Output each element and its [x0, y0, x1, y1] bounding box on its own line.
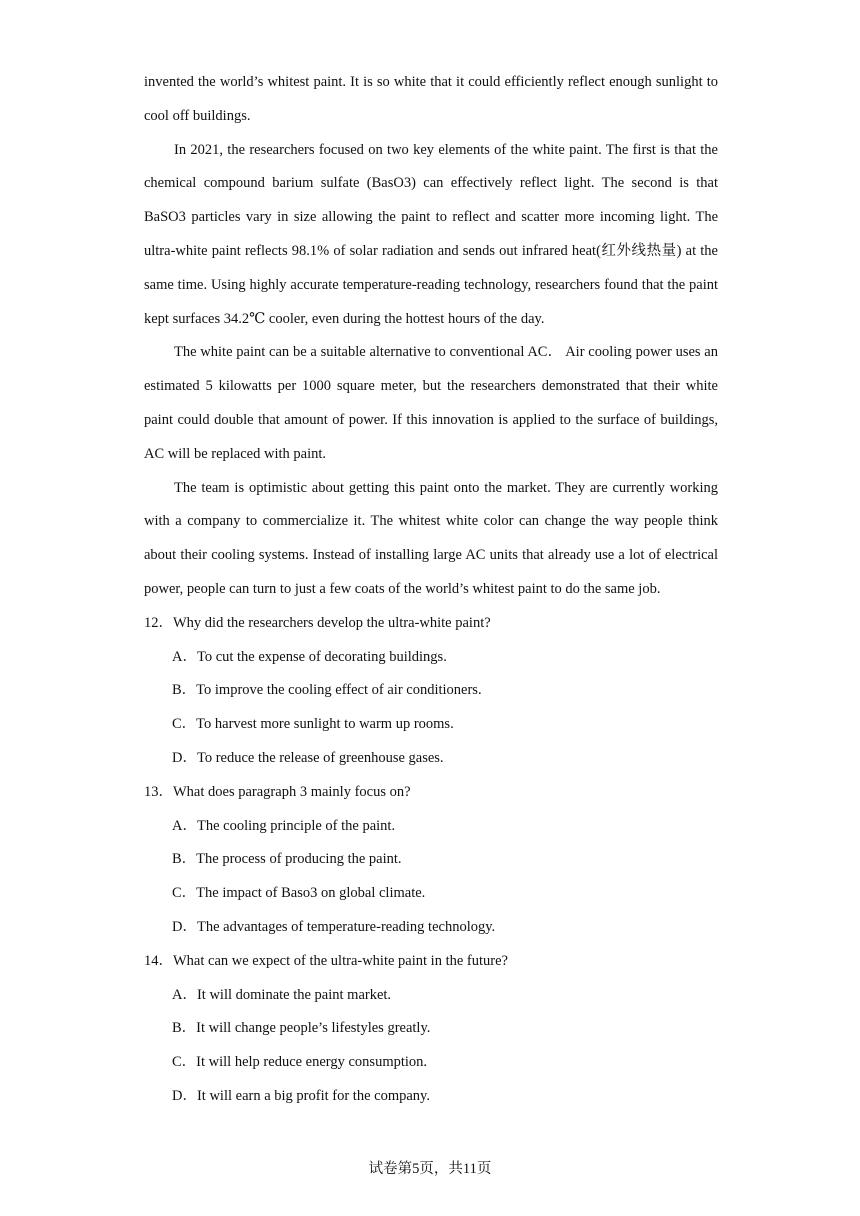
answer-option: A．It will dominate the paint market.: [172, 986, 392, 1003]
passage-paragraph: The white paint can be a suitable alternative to conventional AC． Air cooling power uses an estimated 5 kilowatts per 1000 square meter, but the researchers demonstrated that their white paint could double that amount of power. If this innovation is applied to the surface of buildings, AC will be replaced with paint.: [144, 344, 718, 462]
option-list: [144, 641, 718, 776]
question-stem: 13．What does paragraph 3 mainly focus on?: [144, 783, 411, 800]
exam-page: [144, 66, 718, 1114]
question-block: [144, 945, 718, 1114]
answer-option: D．The advantages of temperature-reading technology.: [172, 918, 496, 935]
answer-option: A．The cooling principle of the paint.: [172, 817, 396, 834]
answer-option: D．It will earn a big profit for the company.: [172, 1087, 430, 1104]
reading-passage: [144, 66, 718, 607]
answer-option: B．To improve the cooling effect of air conditioners.: [172, 682, 482, 699]
answer-option: C．It will help reduce energy consumption.: [172, 1054, 428, 1071]
answer-option: B．The process of producing the paint.: [172, 851, 402, 868]
question-stem: 14．What can we expect of the ultra-white paint in the future?: [144, 952, 508, 969]
option-list: [144, 810, 718, 945]
answer-option: C．To harvest more sunlight to warm up rooms.: [172, 716, 454, 733]
question-stem: 12．Why did the researchers develop the ultra-white paint?: [144, 614, 491, 631]
question-block: [144, 607, 718, 776]
answer-option: D．To reduce the release of greenhouse gases.: [172, 749, 444, 766]
passage-paragraph: The team is optimistic about getting this paint onto the market. They are currently working with a company to commercialize it. The whitest white color can change the way people think about their cooling systems. Instead of installing large AC units that already use a lot of electrical power, people can turn to just a few coats of the world’s whitest paint to do the same job.: [144, 479, 718, 597]
answer-option: B．It will change people’s lifestyles greatly.: [172, 1020, 431, 1037]
page-footer: 试卷第5页，共11页: [368, 1161, 492, 1177]
answer-option: A．To cut the expense of decorating buildings.: [172, 648, 447, 665]
option-list: [144, 979, 718, 1114]
answer-option: C．The impact of Baso3 on global climate.: [172, 885, 426, 902]
passage-paragraph: In 2021, the researchers focused on two key elements of the white paint. The first is that the chemical compound barium sulfate (BasO3) can effectively reflect light. The second is that BaSO3 particles vary in size allowing the paint to reflect and scatter more incoming light. The ultra-white paint reflects 98.1% of solar radiation and sends out infrared heat(红外线热量) at the same time. Using highly accurate temperature-reading technology, researchers found that the paint kept surfaces 34.2℃ cooler, even during the hottest hours of the day.: [144, 141, 718, 327]
passage-paragraph: invented the world’s whitest paint. It is so white that it could efficiently reflect enough sunlight to cool off buildings.: [144, 74, 718, 124]
question-block: [144, 776, 718, 945]
